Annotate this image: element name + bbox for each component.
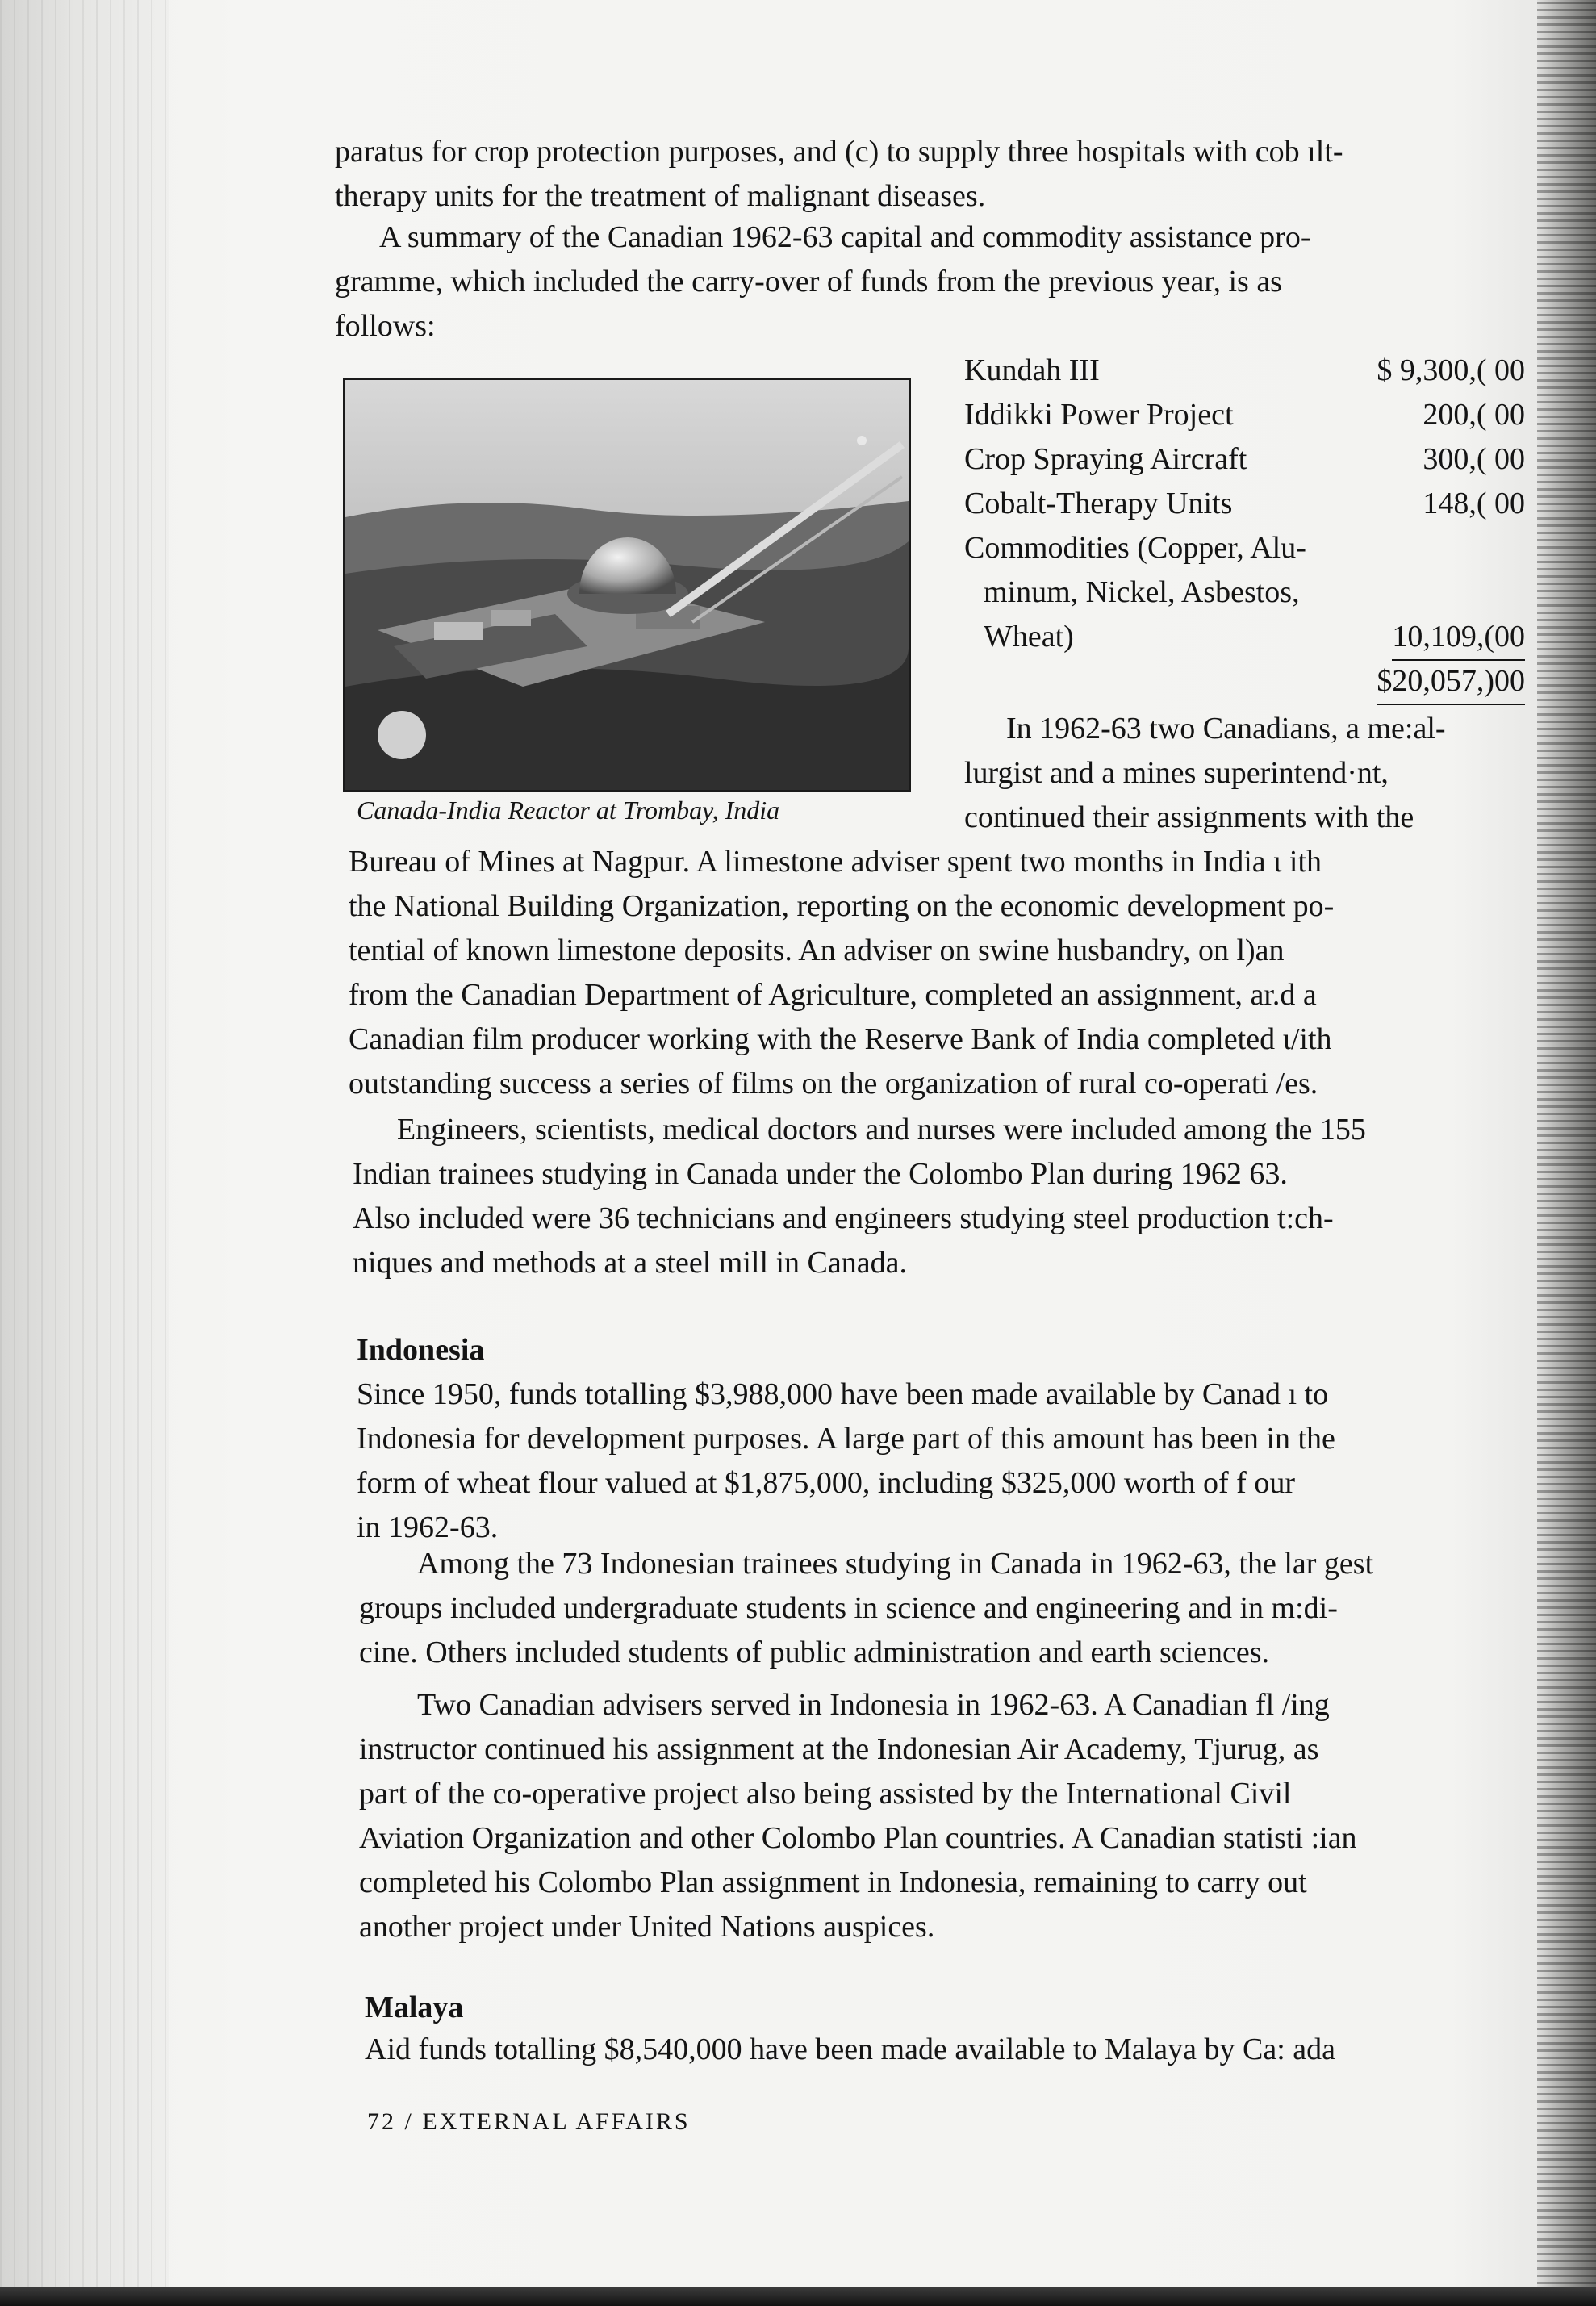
text-line: in 1962-63. — [357, 1510, 499, 1544]
text-line: paratus for crop protection purposes, and (c) to supply three hospitals with cob ılt- — [335, 135, 1343, 169]
photo-caption: Canada-India Reactor at Trombay, India — [357, 796, 780, 825]
row-label: Crop Spraying Aircraft — [964, 442, 1247, 476]
row-label: Cobalt-Therapy Units — [964, 487, 1233, 520]
reactor-photo-illustration — [345, 380, 909, 790]
row-label: Wheat) — [984, 620, 1074, 654]
text-line: therapy units for the treatment of malignant diseases. — [335, 179, 986, 213]
text-line: Indonesia for development purposes. A large part of this amount has been in the — [357, 1422, 1335, 1456]
running-title: / EXTERNAL AFFAIRS — [404, 2108, 691, 2135]
page-footer — [367, 2104, 691, 2140]
text-line: Indian trainees studying in Canada under the Colombo Plan during 1962 63. — [353, 1157, 1288, 1191]
row-amount: 200,( 00 — [1423, 398, 1525, 432]
row-label: minum, Nickel, Asbestos, — [984, 575, 1300, 609]
total-amount: $20,057,)00 — [1377, 659, 1525, 705]
text-line: A summary of the Canadian 1962-63 capital and commodity assistance pro- — [379, 220, 1311, 254]
page-edge-right — [1537, 0, 1596, 2306]
text-line: outstanding success a series of films on the organization of rural co-operati /es. — [349, 1067, 1318, 1101]
text-line: niques and methods at a steel mill in Canada. — [353, 1246, 908, 1280]
text-line: groups included undergraduate students in science and engineering and in m:di- — [359, 1591, 1338, 1625]
assistance-summary-table — [964, 349, 1525, 704]
text-line: completed his Colombo Plan assignment in Indonesia, remaining to carry out — [359, 1865, 1307, 1899]
text-line: instructor continued his assignment at the Indonesian Air Academy, Tjurug, as — [359, 1732, 1319, 1766]
binding-shadow — [0, 0, 169, 2306]
text-line: Bureau of Mines at Nagpur. A limestone adviser spent two months in India ι ith — [349, 845, 1322, 879]
table-row — [964, 526, 1525, 570]
text-line: Aviation Organization and other Colombo Plan countries. A Canadian statisti :ian — [359, 1821, 1357, 1855]
table-row — [964, 349, 1525, 393]
text-line: Also included were 36 technicians and engineers studying steel production t:ch- — [353, 1201, 1334, 1235]
row-amount: 148,( 00 — [1423, 487, 1525, 520]
text-line: follows: — [335, 309, 436, 343]
row-amount: $ 9,300,( 00 — [1377, 353, 1525, 387]
section-heading-indonesia: Indonesia — [357, 1333, 485, 1367]
page-edge-bottom — [0, 2287, 1596, 2306]
table-row — [964, 482, 1525, 526]
section-heading-malaya: Malaya — [365, 1991, 464, 2024]
text-line: from the Canadian Department of Agriculture, completed an assignment, ar.d a — [349, 978, 1317, 1012]
table-row — [964, 570, 1525, 615]
text-line: continued their assignments with the — [964, 800, 1414, 834]
text-line: tential of known limestone deposits. An adviser on swine husbandry, on l)an — [349, 934, 1285, 967]
text-line: Two Canadian advisers served in Indonesia in 1962-63. A Canadian fl /ing — [417, 1688, 1330, 1722]
table-row — [964, 437, 1525, 482]
row-label: Iddikki Power Project — [964, 398, 1234, 432]
text-line: form of wheat flour valued at $1,875,000, including $325,000 worth of f our — [357, 1466, 1295, 1500]
row-label: Kundah III — [964, 353, 1100, 387]
table-row — [964, 615, 1525, 659]
text-line: Engineers, scientists, medical doctors and nurses were included among the 155 — [397, 1113, 1366, 1147]
text-line: part of the co-operative project also being assisted by the International Civil — [359, 1777, 1292, 1811]
text-line: In 1962-63 two Canadians, a me:al- — [1006, 712, 1446, 746]
reactor-photo — [343, 378, 911, 792]
text-line: Aid funds totalling $8,540,000 have been made available to Malaya by Ca: ada — [365, 2032, 1335, 2066]
row-amount: 10,109,(00 — [1392, 615, 1525, 661]
page-number: 72 — [367, 2108, 396, 2135]
text-line: lurgist and a mines superintend·nt, — [964, 756, 1389, 790]
row-amount: 300,( 00 — [1423, 442, 1525, 476]
row-label: Commodities (Copper, Alu- — [964, 531, 1306, 565]
text-line: the National Building Organization, reporting on the economic development po- — [349, 889, 1335, 923]
text-line: Since 1950, funds totalling $3,988,000 have been made available by Canad ı to — [357, 1377, 1329, 1411]
text-line: Among the 73 Indonesian trainees studying in Canada in 1962-63, the lar gest — [417, 1547, 1374, 1581]
text-line: cine. Others included students of public administration and earth sciences. — [359, 1636, 1270, 1669]
table-total-row — [964, 659, 1525, 704]
text-line: another project under United Nations auspices. — [359, 1910, 935, 1944]
table-row — [964, 393, 1525, 437]
text-line: Canadian film producer working with the Reserve Bank of India completed ι/ith — [349, 1022, 1332, 1056]
text-line: gramme, which included the carry-over of funds from the previous year, is as — [335, 265, 1282, 299]
